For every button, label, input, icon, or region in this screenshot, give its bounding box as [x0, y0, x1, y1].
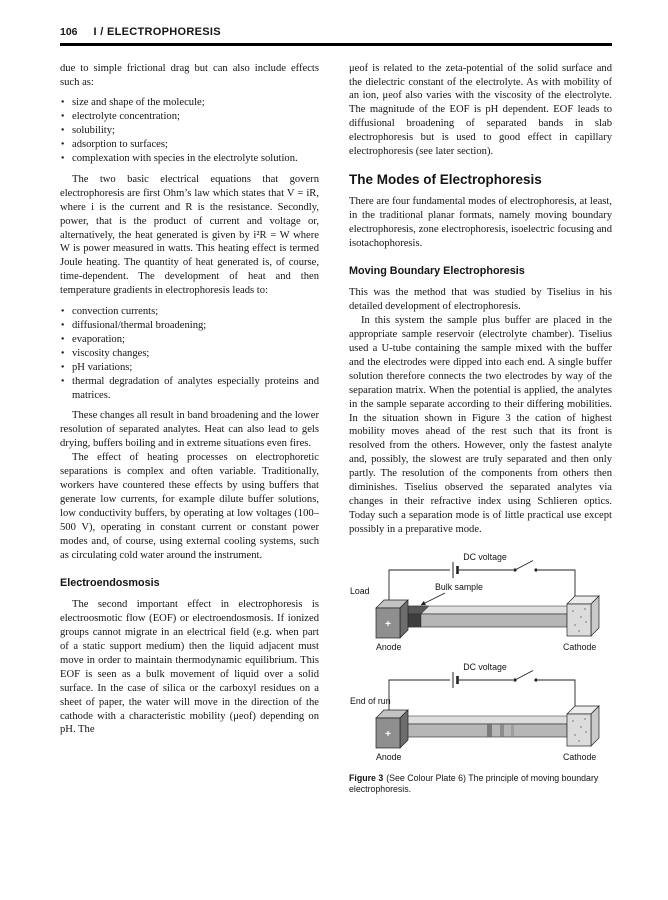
heat-effects-list — [60, 305, 319, 402]
figure-diagram-end-of-run — [349, 661, 612, 767]
list-item: ● thermal degradation of analytes especially proteins and matrices. — [60, 375, 319, 403]
section-heading-moving-boundary: Moving Boundary Electrophoresis — [349, 265, 525, 278]
cathode-block — [567, 706, 599, 746]
paragraph: These changes all result in band broadening and the lower resolution of separated analytes. Heat can also lead to gels drying, buffers boiling and in extreme situations even fires. — [60, 410, 319, 450]
left-column — [60, 62, 319, 796]
dc-voltage-label: DC voltage — [463, 551, 507, 562]
running-title: I / ELECTROPHORESIS — [93, 26, 221, 38]
effects-list — [60, 96, 319, 166]
circuit-wires — [389, 680, 575, 711]
list-item: ● convection currents; — [60, 305, 319, 319]
anode-label: Anode — [376, 751, 402, 762]
list-item: ● viscosity changes; — [60, 347, 319, 361]
list-item: ● pH variations; — [60, 361, 319, 375]
page-header — [60, 26, 612, 38]
anode-block — [376, 710, 408, 748]
paragraph: This was the method that was studied by Tiselius in his detailed development of electrophoresis. — [349, 287, 612, 313]
section-heading-modes: The Modes of Electrophoresis — [349, 171, 542, 187]
page-number: 106 — [60, 26, 78, 38]
battery-icon — [453, 672, 458, 688]
paragraph: The second important effect in electrophoresis is electroosmotic flow (EOF) or electroendosmosis. If ionized groups cannot migrate in an electrical field (e.g. when part of a static support medium) then the liquid adjacent must move in order to maintain thermodynamic equilibrium. This EOF is seen as a bulk movement of liquid over a solid surface. In the case of silica or the carboxyl residues on a sheet of paper, the water will move in the direction of the cathode with a characteristic mobility (μeof) depending on pH. The — [60, 599, 319, 736]
cathode-label: Cathode — [563, 641, 597, 652]
anode-plus-sign: + — [385, 728, 391, 740]
list-item: ● solubility; — [60, 124, 319, 138]
right-column — [349, 62, 612, 796]
list-item: ● electrolyte concentration; — [60, 110, 319, 124]
list-item: ● diffusional/thermal broadening; — [60, 319, 319, 333]
anode-label: Anode — [376, 641, 402, 652]
cathode-block — [567, 596, 599, 636]
list-item: ● size and shape of the molecule; — [60, 96, 319, 110]
separation-tube — [400, 606, 575, 627]
section-heading-electroendosmosis: Electroendosmosis — [60, 577, 160, 590]
bulk-sample-arrow — [421, 593, 445, 605]
anode-plus-sign: + — [385, 618, 391, 630]
two-column-body — [60, 62, 612, 796]
paragraph: In this system the sample plus buffer are placed in the appropriate sample reservoir (electrolyte chamber). Tiselius used a U-tube containing the sample mixed with the buffer and the electrodes were dipped into each end. A single buffer solution therefore connects the two electrodes by way of the separation matrix. When the potential is applied, the analytes in the sample separate according to their differing mobilities. In the situation shown in Figure 3 the cation of highest mobility moves ahead of the rest such that its front is resolved from the others. However, only the fastest analyte and, possibly, the slowest are truly separated and then only partly. The resolution of the components from others then diminishes. Tiselius observed the separated analytes via changes in their refractive index using Schlieren optics. Today such a separation mode is of little practical use except possibly in a preparative mode. — [349, 315, 612, 535]
paragraph: due to simple frictional drag but can also include effects such as: — [60, 62, 319, 88]
load-label: Load — [350, 585, 370, 596]
figure-caption-text: (See Colour Plate 6) The principle of moving boundary electrophoresis. — [349, 772, 599, 795]
battery-icon — [453, 562, 458, 578]
figure-caption — [349, 773, 612, 796]
end-of-run-label: End of run — [350, 695, 391, 706]
list-item: ● adsorption to surfaces; — [60, 138, 319, 152]
switch-icon — [513, 670, 537, 681]
paragraph: The two basic electrical equations that govern electrophoresis are first Ohm’s law which states that V = iR, where i is the current and R is the resistance. Secondly, power, that is the product of current and voltage or, alternatively, the heat generated is given by i²R = W where W is power measured in watts. This heating effect is termed Joule heating. The quantity of heat generated is, of course, time-dependent. The development of heat and then temperature gradients in electrophoresis leads to: — [60, 173, 319, 297]
switch-icon — [513, 560, 537, 571]
cathode-label: Cathode — [563, 751, 597, 762]
paragraph: μeof is related to the zeta-potential of the solid surface and the dielectric constant of the electrolyte. As with mobility of an ion, μeof also varies with the viscosity of the electrolyte. The magnitude of the EOF is pH dependent. EOF leads to diffusional broadening of separated bands in slab electrophoresis but is used to good effect in capillary electrophoresis (see later section). — [349, 62, 612, 158]
paragraph: The effect of heating processes on electrophoretic separations is complex and often variable. Traditionally, workers have countered these effects by using buffers that generate low currents, for example dilute buffer solutions, low conductivity buffers, by operating at low voltages (100–500 V), operating in constant current or constant power modes and, of course, using external cooling systems, such as circulating cold water around the instrument. — [60, 452, 319, 561]
list-item: ● complexation with species in the electrolyte solution. — [60, 152, 319, 166]
figure-3 — [349, 551, 612, 796]
dc-voltage-label: DC voltage — [463, 661, 507, 672]
list-item: ● evaporation; — [60, 333, 319, 347]
header-rule — [60, 43, 612, 46]
figure-diagram-load — [349, 551, 612, 657]
paragraph: There are four fundamental modes of electrophoresis, at least, in the traditional planar formats, namely moving boundary electrophoresis, zone electrophoresis, isoelectric focusing and isotachophoresis. — [349, 195, 612, 249]
anode-block — [376, 600, 408, 638]
figure-caption-label: Figure 3 — [349, 772, 384, 783]
bulk-sample-label: Bulk sample — [435, 581, 483, 592]
